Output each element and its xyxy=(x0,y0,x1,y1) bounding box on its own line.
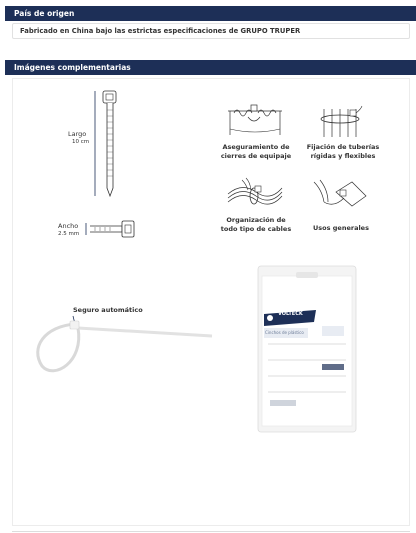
use-label-pipes: Fijación de tuberías rígidas y flexibles xyxy=(306,143,380,160)
cable-tie-width-diagram xyxy=(82,218,138,240)
cable-tie-length-diagram xyxy=(85,88,125,200)
gallery-header-text: Imágenes complementarias xyxy=(14,63,131,72)
use-label-cables: Organización de todo tipo de cables xyxy=(220,216,292,233)
bottom-divider xyxy=(12,531,410,532)
cable-tie-closeup-image xyxy=(24,312,216,382)
origin-header-text: País de origen xyxy=(14,9,75,18)
use-label-general: Usos generales xyxy=(313,224,369,232)
length-value: 10 cm xyxy=(72,139,90,145)
origin-row xyxy=(12,23,410,39)
package-brand: VOLTECK xyxy=(278,311,303,317)
pipe-fixing-icon xyxy=(320,105,364,141)
gallery-header xyxy=(5,60,416,75)
origin-text: Fabricado en China bajo las estrictas especificaciones de GRUPO TRUPER xyxy=(20,27,301,35)
cable-bundle-icon xyxy=(226,174,284,210)
width-label: Ancho xyxy=(58,222,79,230)
origin-header xyxy=(5,6,416,21)
product-package-image xyxy=(256,264,358,434)
closeup-label: Seguro automático xyxy=(73,306,143,314)
luggage-zipper-icon xyxy=(226,103,284,139)
length-label: Largo xyxy=(68,130,87,138)
package-product: Cinchos de plástico xyxy=(265,330,304,335)
width-value: 2.5 mm xyxy=(58,231,80,237)
use-label-luggage: Aseguramiento de cierres de equipaje xyxy=(220,143,292,160)
general-use-icon xyxy=(312,178,368,214)
